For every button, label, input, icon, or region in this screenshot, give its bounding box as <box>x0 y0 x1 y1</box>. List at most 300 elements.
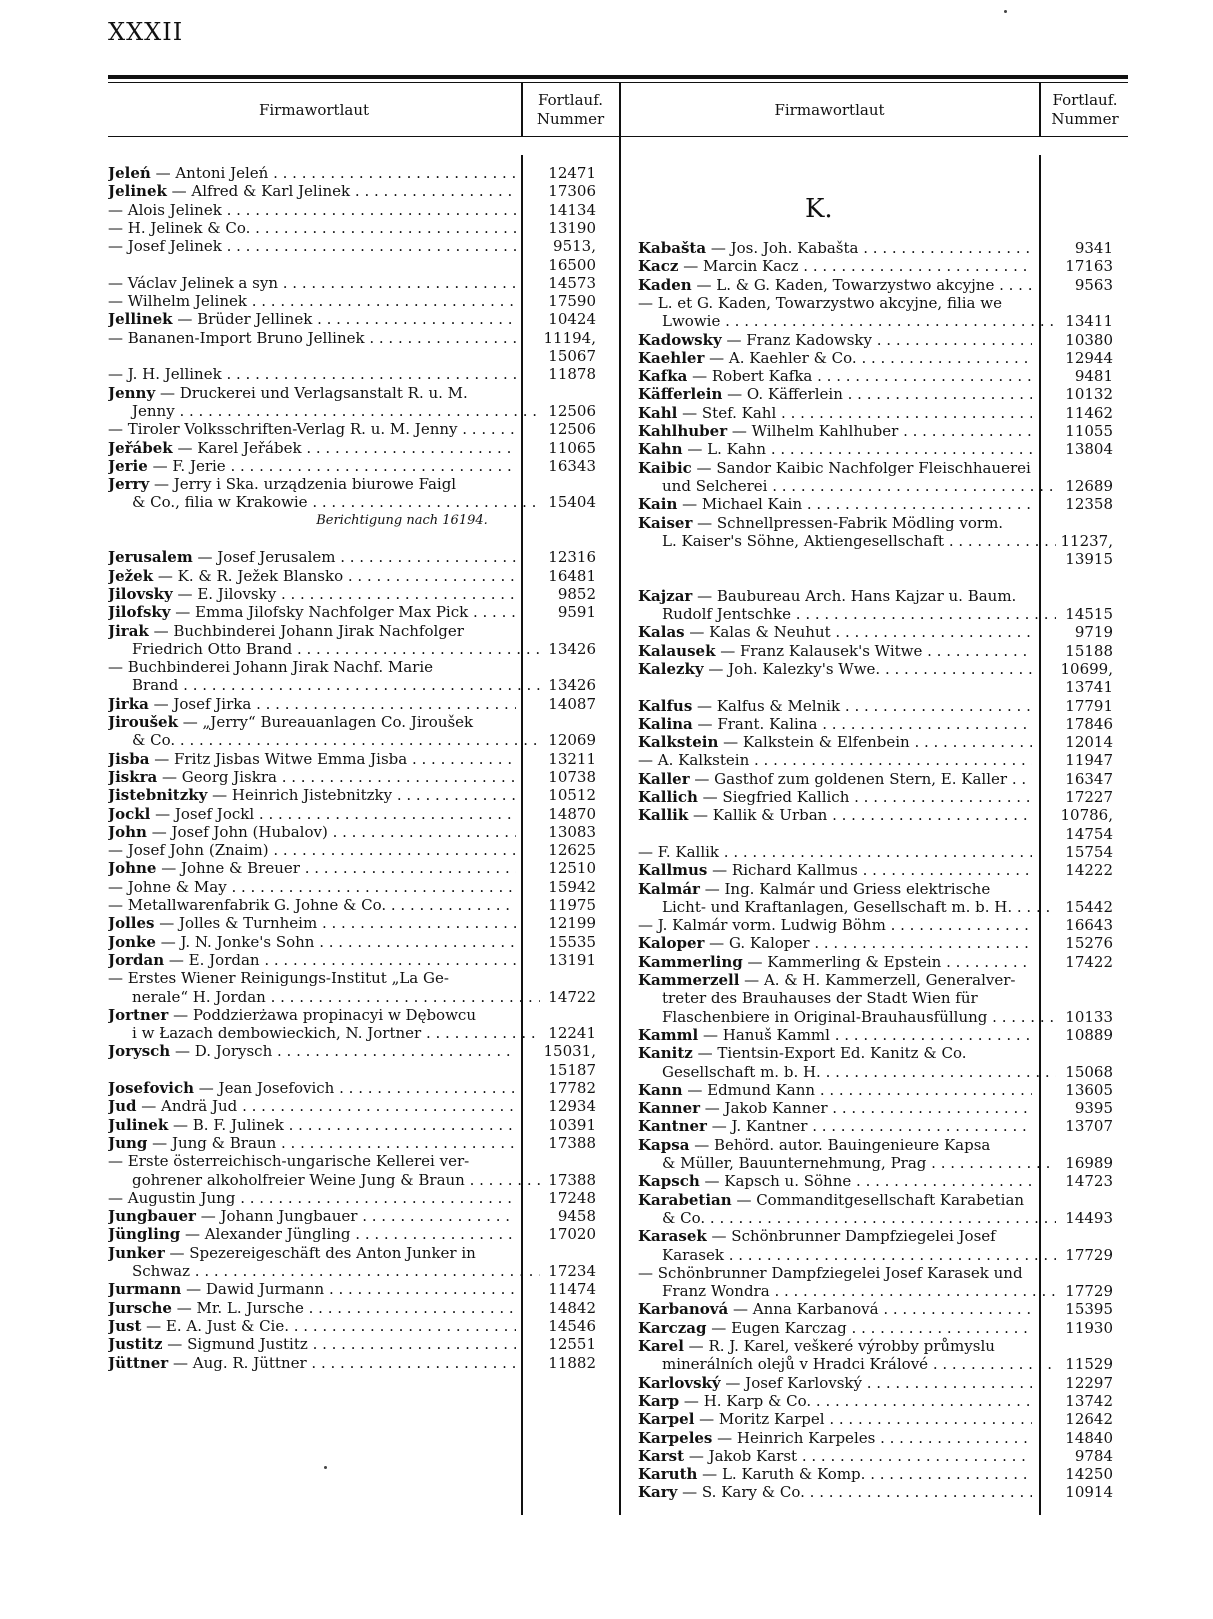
entry-text <box>638 1026 1032 1045</box>
entry-name: & Co., filia w Krakowie <box>132 493 308 512</box>
entry-number: 13915 <box>1065 550 1113 569</box>
entry-number: 14722 <box>548 987 596 1006</box>
entry-name: — Kallik & Urban <box>688 806 828 825</box>
entry-text <box>638 1264 1032 1283</box>
header-bottom-rule <box>108 136 1128 137</box>
entry-number: 17020 <box>548 1225 596 1244</box>
entry-text <box>638 1172 1032 1191</box>
entry-text <box>638 312 1056 331</box>
entry-name: — J. N. Jonke's Sohn <box>155 932 315 951</box>
entry-text <box>108 878 516 897</box>
entry-name: — Buchbinderei Johann Jirak Nachf. Marie <box>108 658 434 677</box>
entry-text <box>108 603 516 622</box>
entry-text <box>108 164 516 183</box>
entry-number: 10424 <box>548 310 596 329</box>
entry-keyword: Kallich <box>638 788 698 806</box>
entry-text <box>108 402 540 421</box>
entry-number: 14840 <box>1065 1428 1113 1447</box>
entry-number: 12934 <box>548 1097 596 1116</box>
entry-text <box>108 1262 540 1281</box>
entry-keyword: Jonke <box>108 932 156 951</box>
entry-number: 9395 <box>1074 1099 1113 1118</box>
entry-number: 15067 <box>548 347 596 365</box>
entry-name: — Jakob Karst <box>684 1446 798 1465</box>
entry-number: 11975 <box>548 896 596 914</box>
entry-text <box>638 1044 1032 1063</box>
entry-name: — Andrä Jud <box>136 1097 238 1116</box>
entry-name: — E. A. Just & Cie. <box>141 1316 289 1335</box>
entry-keyword: Jung <box>108 1133 148 1152</box>
entry-number: 15395 <box>1065 1300 1113 1319</box>
entry-name: — Stef. Kahl <box>677 403 777 422</box>
entry-keyword: Karpel <box>638 1410 695 1429</box>
entry-keyword: Kafka <box>638 367 688 386</box>
entry-keyword: Jud <box>108 1097 137 1116</box>
entry-name: — Schnellpressen-Fabrik Mödling vorm. <box>692 513 1004 532</box>
entry-keyword: Kalina <box>638 714 693 733</box>
entry-number: 17729 <box>1065 1282 1113 1301</box>
entry-number: 11529 <box>1065 1355 1113 1374</box>
entry-name: — R. J. Karel, veškeré výrobby průmyslu <box>683 1337 995 1355</box>
entry-number: 17234 <box>548 1262 596 1280</box>
entry-text <box>108 1189 516 1208</box>
entry-name: & Co. <box>662 1208 706 1227</box>
entry-text <box>108 1097 516 1116</box>
entry-number: 14754 <box>1065 824 1113 843</box>
entry-name: — Commanditgesellschaft Karabetian <box>731 1190 1025 1209</box>
print-speck <box>324 1466 327 1469</box>
entry-text <box>108 1042 516 1061</box>
entry-number: 12642 <box>1065 1410 1113 1429</box>
entry-keyword: Kabašta <box>638 239 707 257</box>
entry-name: treter des Brauhauses der Stadt Wien für <box>662 989 978 1008</box>
entry-keyword: Karel <box>638 1337 684 1355</box>
entry-number: 10699, <box>1060 659 1113 678</box>
section-letter: K. <box>805 194 833 224</box>
entry-number: 11194, <box>543 328 596 347</box>
entry-text <box>108 841 516 860</box>
entry-number: 14546 <box>548 1316 596 1335</box>
entry-text <box>638 367 1032 386</box>
entry-number: 17782 <box>548 1079 596 1097</box>
entry-keyword: Jelinek <box>108 182 167 201</box>
entry-name: — Gasthof zum goldenen Stern, E. Kaller <box>689 769 1008 788</box>
entry-keyword: Kary <box>638 1483 678 1502</box>
entry-text <box>638 477 1056 496</box>
entry-name: — Josef Karlovský <box>720 1373 862 1392</box>
entry-text <box>108 182 516 201</box>
entry-name: — L. Karuth & Komp. <box>697 1465 866 1484</box>
entry-name: — H. Karp & Co. <box>679 1391 812 1410</box>
entry-name: — Josef John (Znaim) <box>108 841 269 860</box>
entry-text <box>638 843 1032 862</box>
entry-name: — Moritz Karpel <box>694 1410 825 1429</box>
entry-number: 12069 <box>548 731 596 750</box>
entry-number: 13605 <box>1065 1080 1113 1099</box>
entry-text <box>108 384 516 403</box>
entry-text <box>108 548 516 567</box>
entry-keyword: Jordan <box>108 950 165 969</box>
entry-number: 13083 <box>548 822 596 841</box>
entry-text <box>108 1280 516 1299</box>
entry-text <box>638 953 1032 972</box>
entry-keyword: Kahn <box>638 440 683 459</box>
entry-text <box>638 1355 1056 1374</box>
entry-keyword: Jiroušek <box>108 713 178 731</box>
entry-number: 11474 <box>548 1280 596 1299</box>
entry-text <box>638 1209 1056 1228</box>
entry-name: — F. Jerie <box>147 456 226 475</box>
entry-text <box>638 1117 1032 1136</box>
entry-number: 9481 <box>1074 367 1113 386</box>
entry-text <box>108 768 516 787</box>
entry-name: — Schönbrunner Dampfziegelei Josef Karasek und <box>638 1263 1023 1282</box>
entry-number: 9458 <box>557 1207 596 1226</box>
entry-name: — L. & G. Kaden, Towarzystwo akcyjne <box>691 275 995 294</box>
entry-text <box>638 1319 1032 1338</box>
entry-keyword: Jirka <box>108 694 149 713</box>
entry-name: — Kalfus & Melnik <box>692 696 841 715</box>
entry-text <box>638 623 1032 642</box>
entry-name: — Edmund Kann <box>682 1080 816 1099</box>
entry-keyword: Jerusalem <box>108 548 193 567</box>
entry-name: — B. F. Julinek <box>168 1115 284 1134</box>
entry-keyword: Julinek <box>108 1115 169 1134</box>
entry-text <box>108 365 516 384</box>
entry-name: Franz Wondra <box>662 1282 770 1301</box>
entry-keyword: Jursche <box>108 1298 172 1317</box>
entry-name: i w Łazach dembowieckich, N. Jortner <box>132 1024 422 1043</box>
entry-name: — L. Kahn <box>682 440 767 459</box>
entry-number: 9341 <box>1074 239 1113 257</box>
entry-text <box>638 788 1032 807</box>
print-speck <box>1004 10 1007 13</box>
entry-keyword: Kaibic <box>638 458 692 477</box>
entry-text <box>108 988 540 1007</box>
entry-name: — Poddzierżawa propinacyi w Dębowcu <box>168 1005 476 1024</box>
entry-text <box>108 475 516 494</box>
entry-name: Berichtigung nach 16194. <box>316 512 488 528</box>
entry-text <box>108 439 516 458</box>
entry-keyword: Karlovský <box>638 1373 721 1392</box>
entry-text <box>108 1244 516 1263</box>
entry-keyword: Jeřábek <box>108 438 173 457</box>
entry-number: 10380 <box>1065 330 1113 349</box>
entry-text <box>108 420 516 439</box>
entry-name: minerálních olejů v Hradci Králové <box>662 1355 929 1374</box>
entry-name: — Baubureau Arch. Hans Kajzar u. Baum. <box>692 586 1017 605</box>
entry-keyword: Kalausek <box>638 641 716 660</box>
entry-name: Licht- und Kraftanlagen, Gesellschaft m. b. H. <box>662 897 1013 916</box>
entry-name: — Heinrich Karpeles <box>712 1428 876 1447</box>
entry-name: — „Jerry“ Bureauanlagen Co. Jiroušek <box>178 713 474 731</box>
entry-text <box>638 1246 1056 1265</box>
entry-name: — E. Jilovsky <box>172 584 277 603</box>
entry-number: 12625 <box>548 841 596 860</box>
entry-number: 11878 <box>548 365 596 384</box>
entry-name: — Michael Kain <box>677 495 803 514</box>
entry-number: 9563 <box>1074 275 1113 294</box>
entry-number: 11237, <box>1060 531 1113 550</box>
entry-number: 10738 <box>548 767 596 786</box>
entry-name: Friedrich Otto Brand <box>132 639 293 658</box>
entry-number: 14087 <box>548 694 596 713</box>
entry-text <box>638 532 1056 551</box>
entry-number: 17590 <box>548 292 596 311</box>
entry-name: — Jakob Kanner <box>700 1099 828 1118</box>
entry-name: — D. Jorysch <box>170 1042 273 1061</box>
entry-keyword: Jeleń <box>108 164 151 182</box>
entry-text <box>108 201 516 220</box>
entry-text <box>638 715 1032 734</box>
entry-text <box>108 933 516 952</box>
entry-number: 14723 <box>1065 1172 1113 1191</box>
entry-text <box>638 1081 1032 1100</box>
top-rule-thin <box>108 82 1128 83</box>
entry-text <box>638 1465 1032 1484</box>
entry-text <box>638 1099 1032 1118</box>
entry-keyword: Jilovsky <box>108 584 173 603</box>
entry-name: Lwowie <box>662 312 721 331</box>
entry-name: — Wilhelm Jelinek <box>108 292 247 311</box>
entry-name: — Kammerling & Epstein <box>742 952 942 971</box>
entry-name: — Richard Kallmus <box>707 861 858 880</box>
entry-number: 14134 <box>548 200 596 219</box>
entry-name: — Alfred & Karl Jelinek <box>166 182 351 201</box>
entry-name: — Hanuš Kamml <box>698 1025 830 1044</box>
entry-keyword: Jisba <box>108 749 150 768</box>
entry-keyword: Jerie <box>108 456 148 475</box>
entry-keyword: Kaller <box>638 769 690 788</box>
entry-number: 17306 <box>548 182 596 201</box>
entry-number: 14222 <box>1065 861 1113 880</box>
header-number-left-line2: Nummer <box>536 110 605 128</box>
entry-name: — Augustin Jung <box>108 1188 236 1207</box>
entry-text <box>108 237 516 256</box>
entry-name: — A. & H. Kammerzell, Generalver- <box>739 971 1016 989</box>
entry-text <box>108 329 516 348</box>
entry-keyword: Jenny <box>108 383 156 402</box>
entry-keyword: Jiskra <box>108 767 158 786</box>
entry-text <box>638 422 1032 441</box>
entry-text <box>108 713 516 732</box>
entry-number: 12510 <box>548 859 596 878</box>
entry-text <box>108 658 516 677</box>
entry-keyword: Käfferlein <box>638 385 723 404</box>
entry-text <box>108 676 540 695</box>
entry-name: — Johne & May <box>108 877 227 896</box>
entry-text <box>108 567 516 586</box>
entry-number: 13190 <box>548 218 596 237</box>
entry-number: 17791 <box>1065 696 1113 715</box>
entry-name: — Josef John (Hubalov) <box>146 822 328 841</box>
entry-name: — Bananen-Import Bruno Jellinek <box>108 328 365 347</box>
entry-text <box>108 512 606 531</box>
entry-number: 14870 <box>548 804 596 823</box>
entry-keyword: Kaloper <box>638 934 705 953</box>
entry-keyword: Jortner <box>108 1005 169 1024</box>
entry-name: Schwaz <box>132 1262 191 1280</box>
entry-text <box>108 310 516 329</box>
entry-name: — Jos. Joh. Kabašta <box>706 239 859 257</box>
entry-text <box>638 605 1056 624</box>
entry-name: — Alexander Jüngling <box>180 1225 351 1244</box>
entry-text <box>638 1337 1032 1356</box>
entry-name: — F. Kallik <box>638 842 720 861</box>
entry-text <box>108 1024 540 1043</box>
entry-name: — Josef Jockl <box>150 804 255 823</box>
entry-keyword: Karpeles <box>638 1428 713 1447</box>
entry-number: 12471 <box>548 164 596 182</box>
entry-text <box>108 219 516 238</box>
entry-name: — Jung & Braun <box>147 1133 277 1152</box>
entry-name: — Behörd. autor. Bauingenieure Kapsa <box>689 1135 991 1154</box>
entry-number: 13411 <box>1065 312 1113 331</box>
entry-number: 15187 <box>548 1060 596 1079</box>
entry-number: 10391 <box>548 1115 596 1134</box>
entry-keyword: Jellinek <box>108 310 173 329</box>
entry-number: 17388 <box>548 1170 596 1189</box>
entry-name: — Aug. R. Jüttner <box>168 1353 307 1372</box>
entry-text <box>108 951 516 970</box>
entry-text <box>108 585 516 604</box>
entry-name: — Josef Jirka <box>148 694 252 713</box>
entry-number: 12551 <box>548 1335 596 1354</box>
entry-number: 17227 <box>1065 788 1113 806</box>
entry-text <box>638 1282 1056 1301</box>
entry-number: 14515 <box>1065 605 1113 623</box>
entry-name: — Franz Kalausek's Witwe <box>715 641 923 660</box>
entry-text <box>108 1354 516 1373</box>
entry-text <box>638 1392 1032 1411</box>
entry-name: — Ing. Kalmár und Griess elektrische <box>699 879 991 898</box>
entry-text <box>638 934 1032 953</box>
entry-number: 17163 <box>1065 257 1113 276</box>
entry-text <box>108 1207 516 1226</box>
entry-keyword: Kaehler <box>638 348 705 367</box>
entry-number: 9852 <box>557 584 596 603</box>
entry-number: 14493 <box>1065 1208 1113 1227</box>
entry-name: — Metallwarenfabrik G. Johne & Co. <box>108 896 387 914</box>
entry-number: 10512 <box>548 786 596 805</box>
entry-keyword: Kallmus <box>638 861 708 880</box>
entry-number: 10889 <box>1065 1025 1113 1044</box>
entry-text <box>108 1225 516 1244</box>
entry-text <box>638 898 1056 917</box>
entry-name: — Kapsch u. Söhne <box>699 1172 852 1191</box>
entry-keyword: Kalkstein <box>638 733 719 752</box>
entry-name: — G. Kaloper <box>704 934 810 953</box>
entry-number: 9784 <box>1074 1446 1113 1465</box>
header-firm-right: Firmawortlaut <box>774 101 885 119</box>
entry-keyword: Justitz <box>108 1335 163 1354</box>
entry-text <box>638 257 1032 276</box>
entry-keyword: Jorysch <box>108 1042 171 1061</box>
entry-number: 13707 <box>1065 1117 1113 1136</box>
entry-number: 14573 <box>548 273 596 292</box>
entry-text <box>638 971 1032 990</box>
entry-number: 15031, <box>543 1042 596 1061</box>
entry-name: — Anna Karbanová <box>728 1300 879 1319</box>
entry-text <box>638 642 1032 661</box>
entry-name: — Eugen Karczag <box>706 1318 847 1337</box>
entry-text <box>638 385 1032 404</box>
entry-name: — A. Kaehler & Co. <box>704 348 857 367</box>
entry-text <box>108 731 540 750</box>
entry-number: 12506 <box>548 401 596 420</box>
entry-name: und Selcherei <box>662 476 768 495</box>
entry-text <box>108 1171 540 1190</box>
entry-keyword: Junker <box>108 1243 165 1262</box>
entry-name: — Franz Kadowsky <box>721 330 872 349</box>
entry-number: 14250 <box>1065 1465 1113 1484</box>
entry-number: 15942 <box>548 877 596 896</box>
entry-name: — Schönbrunner Dampfziegelei Josef <box>706 1227 996 1246</box>
header-number-left <box>523 86 618 134</box>
entry-keyword: Just <box>108 1316 142 1335</box>
entry-text <box>108 493 540 512</box>
entry-name: — Sandor Kaibic Nachfolger Fleischhauerei <box>691 458 1031 477</box>
page-number: XXXII <box>108 18 184 46</box>
entry-name: — Sigmund Justitz <box>162 1335 308 1354</box>
entry-number: 13211 <box>548 749 596 768</box>
entry-text <box>638 1063 1056 1082</box>
entry-name: — J. Kantner <box>706 1117 808 1136</box>
entry-number: 13742 <box>1065 1391 1113 1410</box>
entry-name: — Druckerei und Verlagsanstalt R. u. M. <box>155 383 468 402</box>
entry-number: 11055 <box>1065 422 1113 440</box>
entry-name: — Jean Josefovich <box>194 1079 335 1097</box>
entry-text <box>638 1374 1032 1393</box>
entry-keyword: Kann <box>638 1080 683 1099</box>
entry-number: 16643 <box>1065 916 1113 935</box>
entry-text <box>108 1152 516 1171</box>
entry-keyword: Kantner <box>638 1117 707 1136</box>
entry-name: — Emma Jilofsky Nachfolger Max Pick <box>170 603 469 622</box>
entry-keyword: Ježek <box>108 566 154 585</box>
top-rule-thick <box>108 75 1128 79</box>
entry-keyword: Kalmár <box>638 879 700 898</box>
entry-name: — Václav Jelinek a syn <box>108 273 278 292</box>
entry-text <box>638 806 1032 825</box>
entry-text <box>638 916 1032 935</box>
entry-number: 10914 <box>1065 1483 1113 1502</box>
entry-name: — Frant. Kalina <box>692 714 818 733</box>
entry-text <box>638 733 1032 752</box>
entry-name: — J. H. Jellinek <box>108 365 222 384</box>
entry-number: 16347 <box>1065 769 1113 788</box>
entry-keyword: Kammerling <box>638 952 743 971</box>
entry-number: 12358 <box>1065 495 1113 514</box>
entry-text <box>108 457 516 476</box>
entry-keyword: Jurmann <box>108 1280 182 1299</box>
entry-keyword: Karasek <box>638 1227 707 1246</box>
entry-number: 9513, <box>553 237 596 256</box>
entry-text <box>638 331 1032 350</box>
entry-name: — Karel Jeřábek <box>172 438 302 457</box>
entry-number: 12944 <box>1065 348 1113 367</box>
entry-number: 13426 <box>548 676 596 695</box>
entry-text <box>638 751 1032 770</box>
entry-name: — Fritz Jisbas Witwe Emma Jisba <box>149 749 408 768</box>
entry-number: 14842 <box>548 1298 596 1317</box>
entry-text <box>108 786 516 805</box>
entry-name: — Buchbinderei Johann Jirak Nachfolger <box>148 621 464 640</box>
entry-number: 12199 <box>548 914 596 933</box>
entry-number: 12297 <box>1065 1373 1113 1392</box>
entry-text <box>638 1191 1032 1210</box>
entry-text <box>638 1008 1056 1027</box>
